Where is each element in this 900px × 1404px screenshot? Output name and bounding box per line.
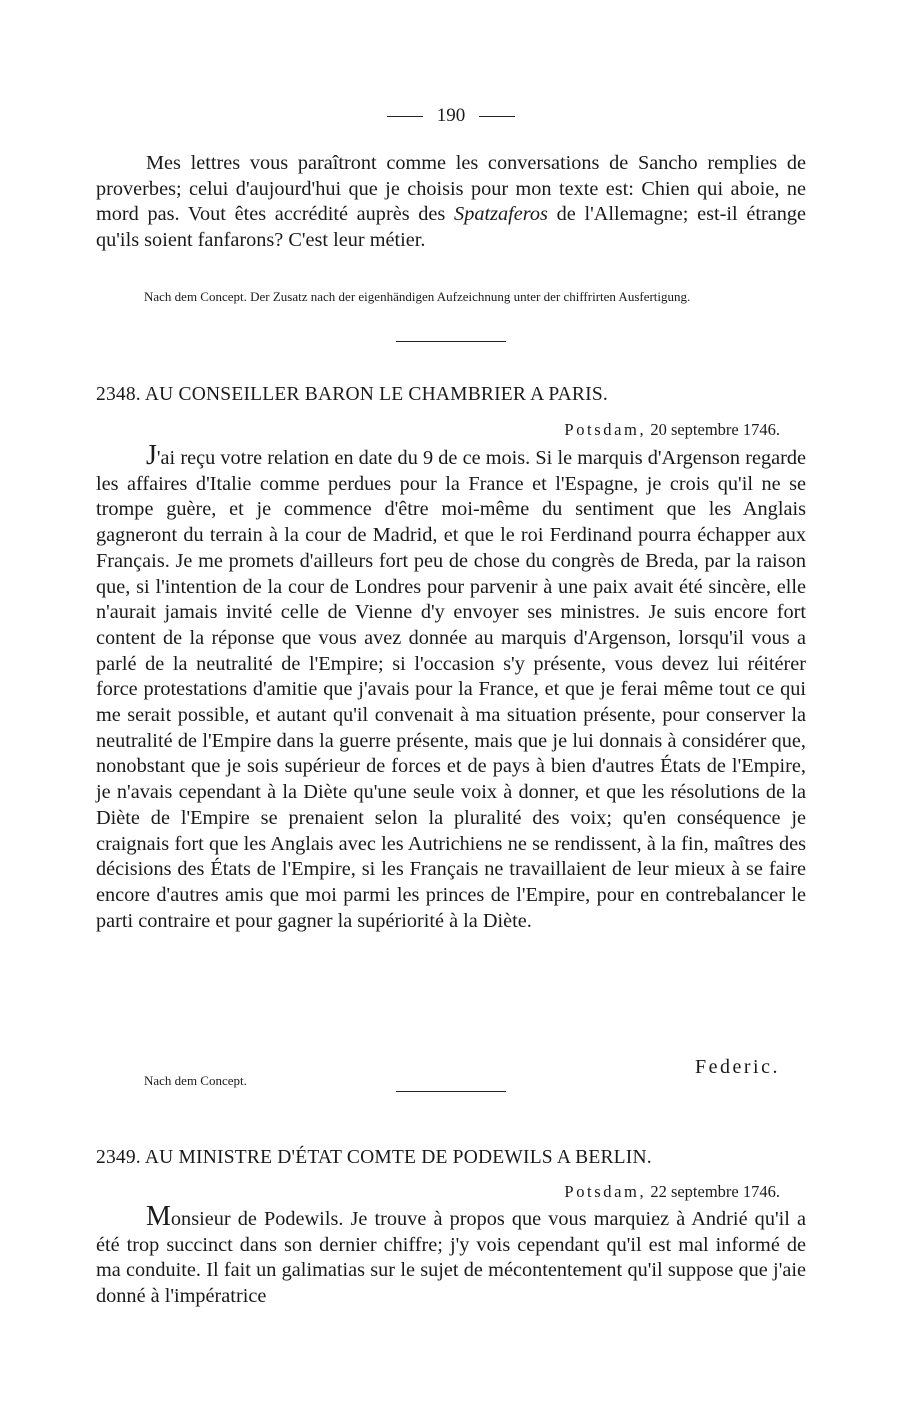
letter-2348-text: 'ai reçu votre relation en date du 9 de ce mois. Si le marquis d'Argenson regarde les affaires d'Italie comme perdues pour la France et l'Espagne, je crois qu'il ne se trompe guère, et je commence d'être moi-même du sentiment que les Anglais gagneront du terrain à la cour de Madrid, et que le roi Ferdinand pourra échapper aux Français. Je me promets d'ailleurs fort peu de chose du congrès de Breda, par la raison que, si l'intention de la cour de Londres pour parvenir à une paix avait été sincère, elle n'aurait jamais invité celle de Vienne d'y envoyer ses ministres. Je suis encore fort content de la réponse que vous avez donnée au marquis d'Argenson, lorsqu'il vous a parlé de la neutralité de l'Empire; si l'occasion s'y présente, vous devez lui réitérer force protestations d'amitie que j'avais pour la France, et que je ferai même tout ce qui me serait possible, et autant qu'il convenait à ma situation présente, pour conserver la neutralité de l'Empire dans la guerre présente, mais que je lui donnais à considérer que, nonobstant que je sois supérieur de forces et de pays à bien d'autres États de l'Empire, je n'avais cependant à la Diète qu'une seule voix à donner, et que les résolutions de la Diète de l'Empire se prenaient selon la pluralité des voix; qu'en conséquence je craignais fort que les Anglais avec les Autrichiens ne se rendissent, à la fin, maîtres des décisions des États de l'Empire, si les Français ne travaillaient de leur mieux à se faire encore d'autres amis que moi parmi les princes de l'Empire, pour en contrebalancer le parti contraire et pour gagner la supériorité à la Diète. [96,447,806,932]
intro-paragraph [96,151,806,254]
letter-2348-signature: Federic. [695,1056,780,1078]
letter-2348-heading: 2348. AU CONSEILLER BARON LE CHAMBRIER A PARIS. [96,384,608,405]
letter-2349-initial: M [146,1201,171,1232]
letter-2349-text: onsieur de Podewils. Je trouve à propos que vous marquiez à Andrié qu'il a été trop succinct dans son dernier chiffre; j'y vois cependant qu'il est mal informé de ma conduite. Il fait un galimatias sur le sujet de mécontentement qu'il suppose que j'aie donné à l'impératrice [96,1208,806,1308]
intro-text-after: de l'Allemagne; est-il étrange qu'ils soient fanfarons? C'est leur métier. [96,203,807,252]
letter-2348-dateline [564,419,780,441]
letter-2348-place: Potsdam, [564,420,647,439]
section-divider-2 [396,1091,506,1092]
page-number-dash-right [479,116,515,117]
page-number-dash-left [387,116,423,117]
letter-2349-place: Potsdam, [564,1182,647,1201]
page-number-text: 190 [436,105,466,126]
section-divider-1 [396,341,506,342]
letter-2348-body [96,440,806,934]
page-number [96,104,806,128]
letter-2349-body [96,1201,806,1310]
letter-2348-date: 20 septembre 1746. [650,420,780,439]
letter-2348-initial: J [146,440,157,471]
letter-2349-date: 22 septembre 1746. [650,1182,780,1201]
intro-text-before: Mes lettres vous paraîtront comme les conversations de Sancho remplies de proverbes; celui d'aujourd'hui que je choisis pour mon texte est: Chien qui aboie, ne mord pas. Vout êtes accrédité auprès des [96,152,806,226]
letter-2349-heading: 2349. AU MINISTRE D'ÉTAT COMTE DE PODEWILS A BERLIN. [96,1147,652,1168]
letter-2349-dateline [564,1181,780,1203]
letter-2348-source-note: Nach dem Concept. [144,1073,247,1088]
intro-source-note: Nach dem Concept. Der Zusatz nach der eigenhändigen Aufzeichnung unter der chiffrirten Ausfertigung. [144,289,691,304]
intro-emphasis: Spatzaferos [454,203,548,226]
